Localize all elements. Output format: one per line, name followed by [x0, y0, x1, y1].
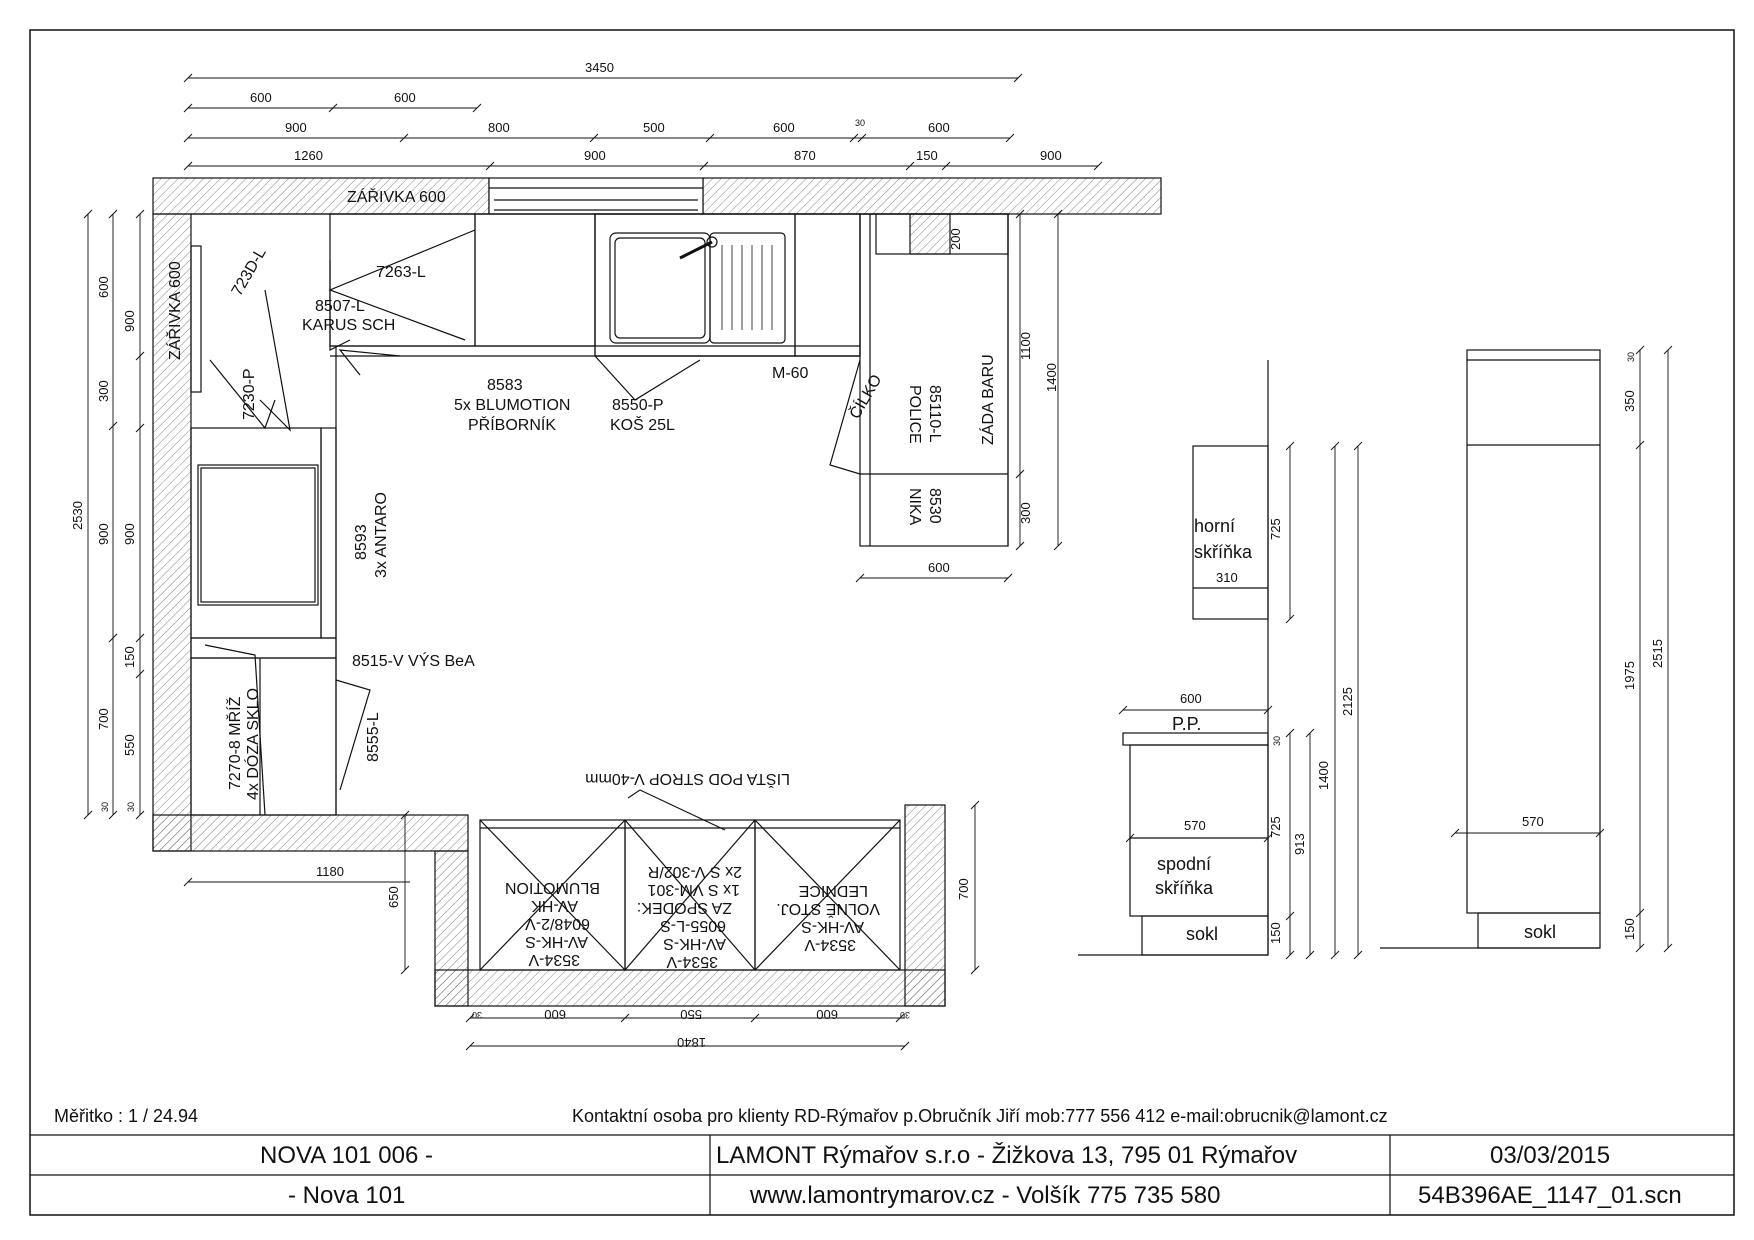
labels-bottom-2	[637, 863, 742, 970]
dim-3450: 3450	[585, 60, 614, 75]
label-zada-baru: ZÁDA BARU	[980, 354, 997, 445]
dim-870: 870	[794, 148, 816, 163]
dim-left-900b: 900	[96, 523, 111, 545]
label-85110l: 85110-L	[926, 385, 943, 443]
dim-1975: 1975	[1622, 661, 1637, 690]
dim-800: 800	[488, 120, 510, 135]
dim-right-600: 600	[928, 560, 950, 575]
oven-window	[198, 465, 318, 605]
label-8550p: 8550-P	[612, 397, 664, 414]
label-7270: 7270-8 MŘÍŽ	[227, 696, 244, 790]
label-antaro3: 3x ANTARO	[373, 492, 390, 578]
sink-drainer	[710, 233, 785, 343]
tb-project: NOVA 101 006 -	[260, 1142, 433, 1169]
dim-900c: 900	[1040, 148, 1062, 163]
label-pp: P.P.	[1172, 714, 1202, 734]
label-blumotion5: 5x BLUMOTION	[454, 397, 571, 414]
dim-right-1100: 1100	[1018, 332, 1033, 360]
dim-2515: 2515	[1650, 639, 1665, 668]
dim-900a: 900	[285, 120, 307, 135]
dim-right-300: 300	[1018, 502, 1033, 524]
label-8555l: 8555-L	[365, 712, 382, 762]
cabinet-8507	[475, 214, 595, 346]
b2-line-6: 2x S V-302/R	[647, 863, 742, 880]
label-sokl-1: sokl	[1186, 924, 1219, 944]
tb-company: LAMONT Rýmařov s.r.o - Žižkova 13, 795 01 Rýmařov	[716, 1142, 1298, 1169]
label-zarivka-left: ZÁŘIVKA 600	[167, 261, 184, 360]
cabinet-8583	[595, 214, 860, 356]
dim-left-300: 300	[96, 380, 111, 402]
b3-line-4: LEDNICE	[798, 882, 868, 899]
dim-bottom-600a: 600	[544, 1007, 566, 1022]
label-kos25: KOŠ 25L	[610, 417, 675, 434]
dim-600-depth: 600	[1180, 691, 1202, 706]
dim-left-30a: 30	[100, 801, 110, 812]
label-7263l: 7263-L	[376, 264, 426, 281]
dim-left-30b: 30	[126, 801, 136, 812]
label-8507l: 8507-L	[315, 298, 365, 315]
sink-unit	[595, 214, 795, 356]
b1-line-2: AV-HK-S	[525, 933, 588, 950]
dim-150-top: 150	[916, 148, 938, 163]
dim-left-150: 150	[122, 646, 137, 668]
label-doza: 4x DÓZA SKLO	[245, 687, 262, 800]
label-8583: 8583	[487, 377, 523, 394]
dim-30-top: 30	[855, 118, 866, 128]
dim-bottom-600b: 600	[816, 1007, 838, 1022]
elevation-1-labels	[1155, 516, 1355, 944]
dim-913: 913	[1292, 833, 1307, 855]
dim-left-900a: 900	[122, 310, 137, 332]
dim-bottom-1840: 1840	[677, 1035, 706, 1050]
label-cilko: ČÍLKO	[846, 371, 886, 422]
dim-600d: 600	[928, 120, 950, 135]
wall-pocket-bottom	[435, 970, 945, 1006]
dim-bottom-650: 650	[386, 886, 401, 908]
label-8515: 8515-V VÝS BeA	[352, 653, 475, 670]
wall-bottom-left	[153, 815, 468, 851]
dim-350: 350	[1622, 390, 1637, 412]
b3-line-3: VOLNĚ STOJ.	[776, 900, 880, 917]
label-spodni: spodní	[1157, 854, 1212, 874]
label-nika: NIKA	[906, 488, 923, 526]
dim-30-worktop: 30	[1272, 735, 1282, 746]
elevation-2	[1380, 350, 1600, 948]
dim-570-lower: 570	[1184, 818, 1206, 833]
contact-text: Kontaktní osoba pro klienty RD-Rýmařov p.Obručník Jiří mob:777 556 412 e-mail:obrucnik@lamont.cz	[572, 1106, 1388, 1126]
labels-bottom-1	[505, 879, 600, 968]
dim-left-700: 700	[96, 708, 111, 730]
dim-bottom-700: 700	[956, 878, 971, 900]
dim-600c: 600	[773, 120, 795, 135]
label-sokl-2: sokl	[1524, 922, 1557, 942]
dim-500: 500	[643, 120, 665, 135]
wall-pocket-right	[905, 805, 945, 1006]
b3-line-2: AV-HK-S	[801, 918, 864, 935]
tb-date: 03/03/2015	[1490, 1142, 1611, 1169]
dim-150-plinth-2: 150	[1622, 918, 1637, 940]
label-zarivka-top: ZÁŘIVKA 600	[347, 189, 446, 206]
dim-bottom-30b: 30	[899, 1010, 910, 1020]
label-skrinka-upper: skříňka	[1194, 542, 1253, 562]
dim-725-lower: 725	[1268, 816, 1283, 838]
label-priborník: PŘÍBORNÍK	[468, 417, 557, 434]
light-left	[191, 246, 201, 392]
label-8530: 8530	[926, 488, 943, 524]
dim-600b: 600	[394, 90, 416, 105]
dim-30-tall: 30	[1626, 351, 1636, 362]
label-skrinka-lower: skříňka	[1155, 878, 1214, 898]
dim-right-1400: 1400	[1044, 363, 1059, 392]
dim-900b: 900	[584, 148, 606, 163]
elevation-2-labels	[1522, 352, 1665, 942]
b3-line-1: 3534-V	[804, 936, 856, 953]
dim-310: 310	[1216, 570, 1238, 585]
cabinet-m60	[795, 214, 860, 356]
label-horni: horní	[1194, 516, 1236, 536]
dim-left-600: 600	[96, 276, 111, 298]
scale-text: Měřitko : 1 / 24.94	[54, 1106, 199, 1126]
b1-line-4: AV-HK	[531, 897, 578, 914]
label-m60: M-60	[772, 365, 809, 382]
label-8593: 8593	[353, 524, 370, 560]
dim-600a: 600	[250, 90, 272, 105]
dim-725-upper: 725	[1268, 518, 1283, 540]
b2-line-5: 1x S VM-301	[647, 881, 740, 898]
b1-line-5: BLUMOTION	[504, 879, 600, 896]
dim-1260: 1260	[294, 148, 323, 163]
plan-labels	[165, 187, 997, 970]
label-lista: LIŠTA POD STROP V-40mm	[585, 770, 790, 787]
dim-2125: 2125	[1340, 687, 1355, 716]
b1-line-1: 3534-V	[528, 951, 580, 968]
oven-tall-unit	[191, 428, 321, 638]
b2-line-1: 3534-V	[666, 953, 718, 970]
elevation-2-dims	[1451, 346, 1672, 952]
dim-bottom-1180: 1180	[316, 864, 344, 879]
tb-model: - Nova 101	[288, 1182, 406, 1209]
dim-left-550: 550	[122, 734, 137, 756]
dim-bottom-30a: 30	[471, 1010, 482, 1020]
tb-file: 54B396AE_1147_01.scn	[1418, 1182, 1682, 1209]
window-top	[489, 178, 703, 214]
worktop	[1123, 733, 1268, 745]
dim-570-tall: 570	[1522, 814, 1544, 829]
dim-150-plinth-1: 150	[1268, 922, 1283, 944]
b2-line-4: ZA SPODEK:	[636, 899, 732, 916]
b1-line-3: 6048/2-V	[525, 915, 590, 932]
dim-left-900c: 900	[122, 523, 137, 545]
dim-bottom-550: 550	[680, 1007, 702, 1022]
label-police: POLICE	[906, 385, 923, 444]
tb-web: www.lamontrymarov.cz - Volšík 775 735 580	[750, 1182, 1221, 1209]
b2-line-3: 6055-L-S	[660, 917, 726, 934]
wall-top-right	[703, 178, 1161, 214]
label-7230p: 7230-P	[241, 368, 258, 420]
dim-right-200: 200	[948, 228, 963, 250]
dim-left-2530: 2530	[70, 501, 85, 530]
label-723dl: 723D-L	[228, 245, 270, 299]
labels-bottom-3	[776, 882, 880, 953]
b2-line-2: AV-HK-S	[663, 935, 726, 952]
pillar	[910, 214, 950, 254]
dim-1400-elev: 1400	[1316, 761, 1331, 790]
label-karus: KARUS SCH	[302, 317, 396, 334]
